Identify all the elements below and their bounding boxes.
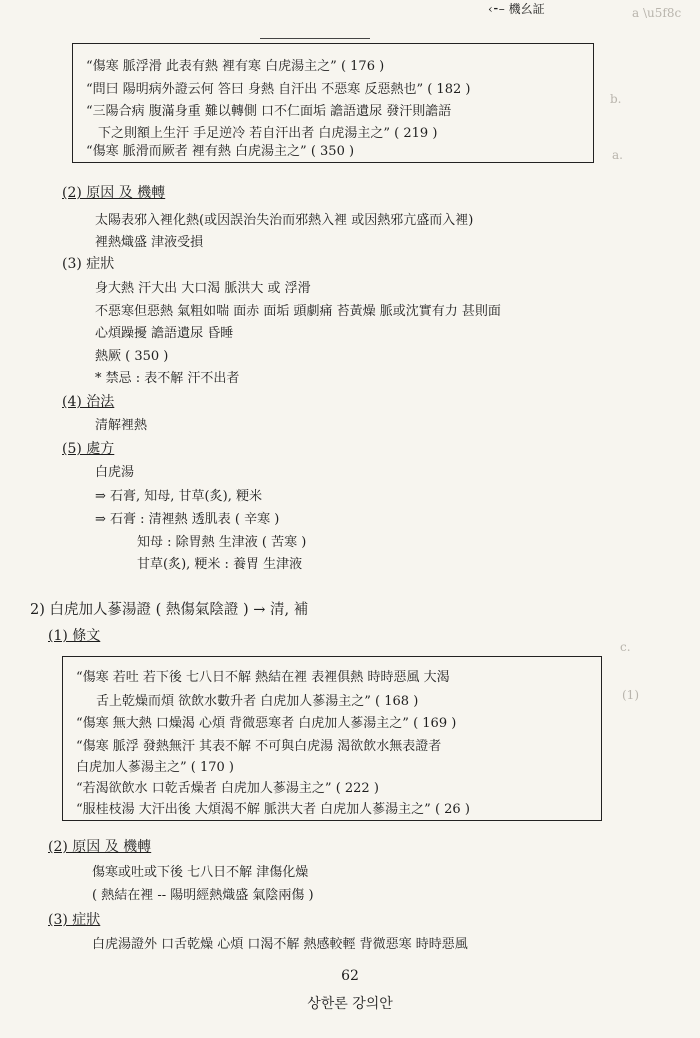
text-line: 心煩躁擾 譫語遺尿 昏睡 <box>95 326 234 341</box>
book-title: 상한론 강의안 <box>307 996 393 1012</box>
quote-line: 舌上乾燥而煩 欲飲水數升者 白虎加人蔘湯主之” ( 168 ) <box>96 694 419 709</box>
text-line: 清解裡熱 <box>95 418 148 433</box>
bleed-through-text: (1) <box>622 688 639 702</box>
section-heading: (2) 原因 及 機轉 <box>48 839 152 855</box>
bleed-through-text: c. <box>620 640 631 654</box>
part-title: 2) 白虎加人蔘湯證 ( 熱傷氣陰證 ) → 清, 補 <box>30 602 309 618</box>
quote-line: “問曰 陽明病外證云何 答曰 身熱 自汗出 不惡寒 反惡熱也” ( 182 ) <box>86 82 471 97</box>
text-line: 甘草(炙), 粳米 : 養胃 生津液 <box>137 557 303 572</box>
text-line: 不惡寒但惡熱 氣粗如喘 面赤 面垢 頭劇痛 苔黃燥 脈或沈實有力 甚則面 <box>95 304 501 319</box>
quote-line: “三陽合病 腹滿身重 難以轉側 口不仁面垢 譫語遺尿 發汗則譫語 <box>86 104 452 119</box>
quote-line: 白虎加人蔘湯主之” ( 170 ) <box>76 760 234 775</box>
divider <box>260 38 370 39</box>
text-line: * 禁忌 : 表不解 汗不出者 <box>95 371 240 386</box>
text-line: 太陽表邪入裡化熱(或因誤治失治而邪熱入裡 或因熱邪亢盛而入裡) <box>95 213 474 228</box>
text-line: ( 熱結在裡 -- 陽明經熱熾盛 氣陰兩傷 ) <box>92 888 314 903</box>
section-heading: (3) 症狀 <box>48 912 101 928</box>
quote-line: “傷寒 脈浮 發熱無汗 其表不解 不可與白虎湯 渴欲飲水無表證者 <box>76 739 442 754</box>
text-line: 傷寒或吐或下後 七八日不解 津傷化燥 <box>92 865 309 880</box>
text-line: 白虎湯證外 口舌乾燥 心煩 口渴不解 熱感較輕 背微惡寒 時時惡風 <box>92 937 468 952</box>
quote-line: “傷寒 無大熱 口燥渴 心煩 背微惡寒者 白虎加人蔘湯主之” ( 169 ) <box>76 716 457 731</box>
quote-line: “若渴欲飲水 口乾舌燥者 白虎加人蔘湯主之” ( 222 ) <box>76 781 379 796</box>
text-line: 裡熱熾盛 津液受損 <box>95 235 204 250</box>
text-line: 身大熱 汗大出 大口渴 脈洪大 或 浮滑 <box>95 281 311 296</box>
section-heading: (1) 條文 <box>48 628 101 644</box>
quote-line: “傷寒 脈浮滑 此表有熱 裡有寒 白虎湯主之” ( 176 ) <box>86 59 385 74</box>
bleed-through-text: b. <box>610 92 622 106</box>
text-line: 熱厥 ( 350 ) <box>95 349 169 364</box>
bleed-through-text: a. <box>612 148 623 162</box>
text-line: 白虎湯 <box>95 465 135 480</box>
quote-line: “傷寒 脈滑而厥者 裡有熱 白虎湯主之” ( 350 ) <box>86 144 355 159</box>
text-line: ⇒ 石膏, 知母, 甘草(炙), 粳米 <box>95 489 262 504</box>
quote-line: “傷寒 若吐 若下後 七八日不解 熱結在裡 表裡俱熱 時時惡風 大渴 <box>76 670 450 685</box>
page-number: 62 <box>341 968 359 984</box>
quote-line: “服桂枝湯 大汗出後 大煩渴不解 脈洪大者 白虎加人蔘湯主之” ( 26 ) <box>76 802 470 817</box>
quote-line: 下之則額上生汗 手足逆冷 若自汗出者 白虎湯主之” ( 219 ) <box>98 126 438 141</box>
text-line: 知母 : 除胃熱 生津液 ( 苦寒 ) <box>137 535 307 550</box>
section-heading: (4) 治法 <box>62 394 115 410</box>
section-heading: (2) 原因 及 機轉 <box>62 185 166 201</box>
section-heading: (3) 症狀 <box>62 256 115 272</box>
text-line: ⇒ 石膏 : 清裡熱 透肌表 ( 辛寒 ) <box>95 512 280 527</box>
header-fragment: ‹⁃– 機幺証 <box>488 2 545 16</box>
bleed-through-text: a \u5f8c <box>632 6 682 20</box>
section-heading: (5) 處方 <box>62 441 115 457</box>
